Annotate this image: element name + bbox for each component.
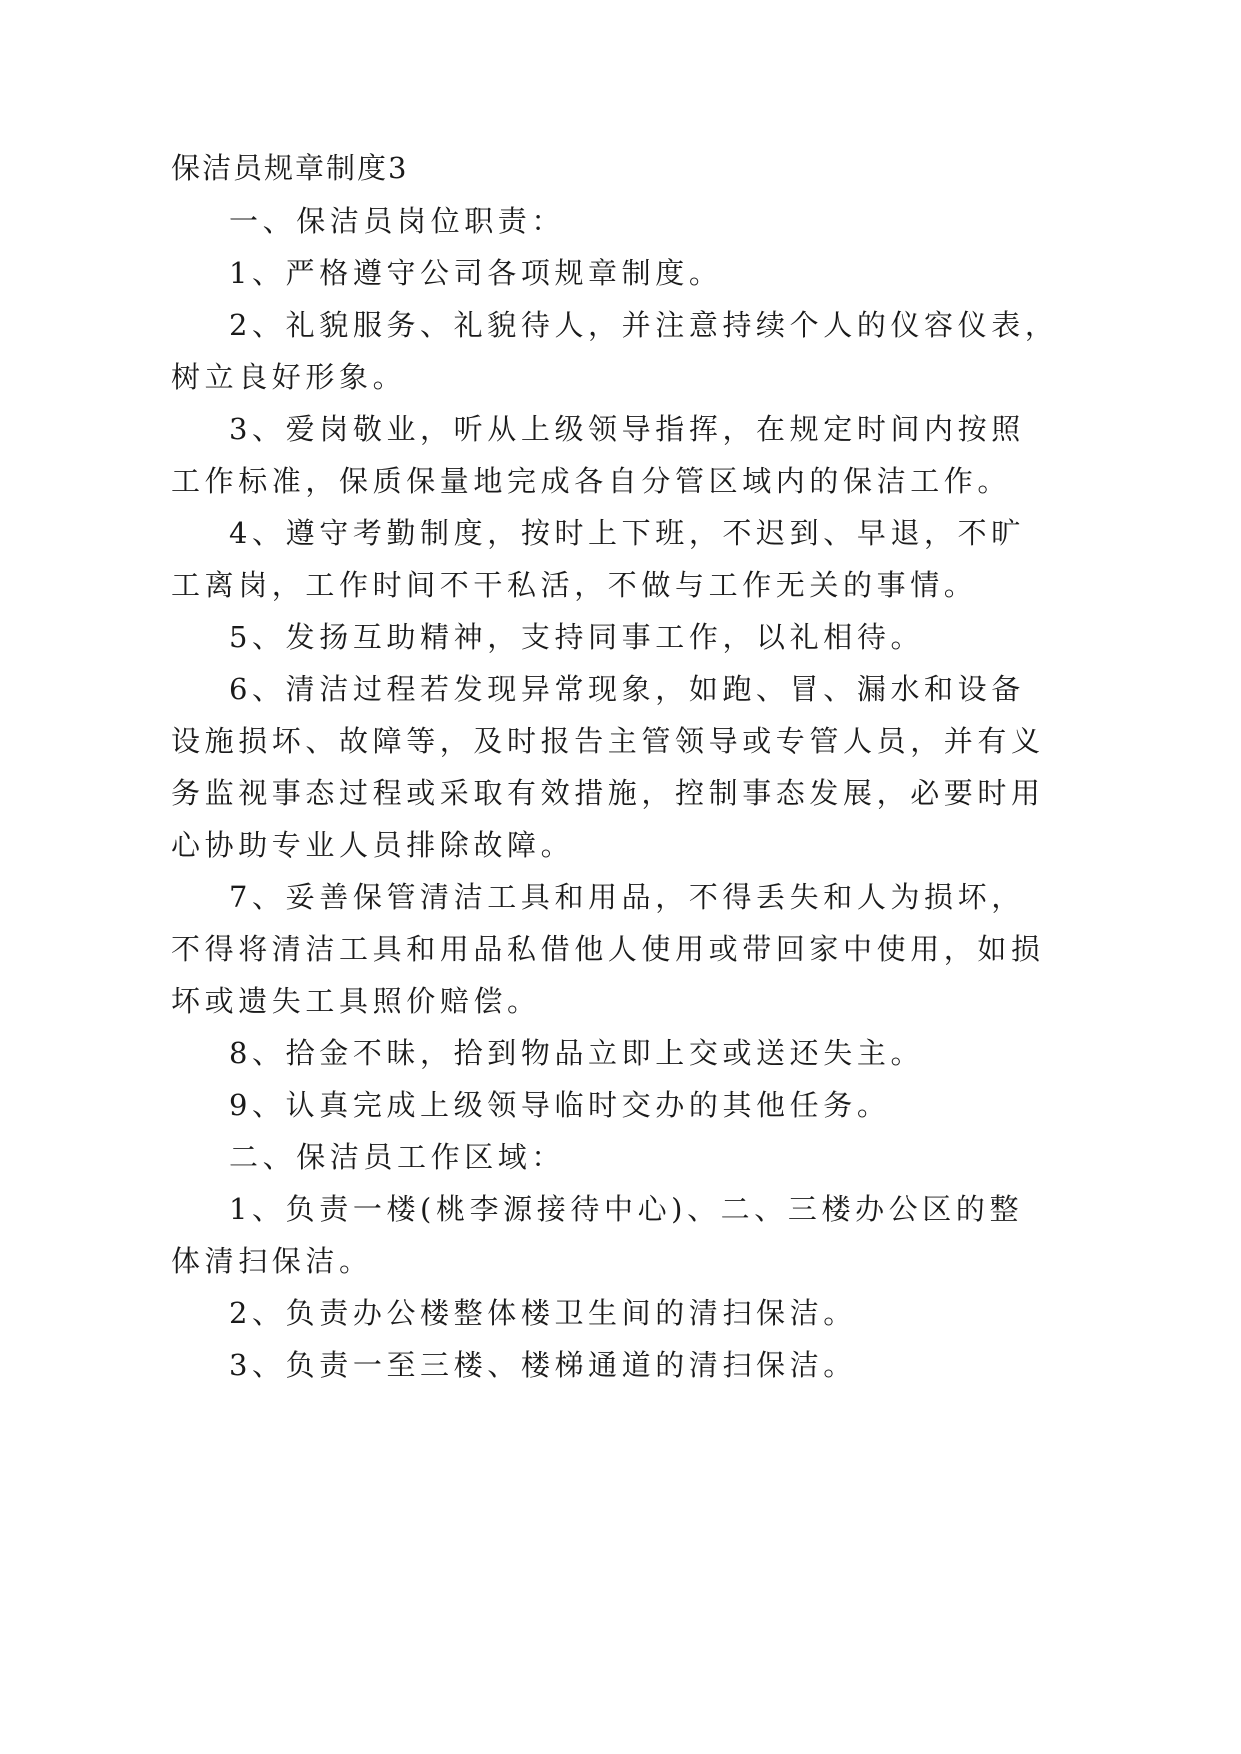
duty-item-3-line-1: 3、爱岗敬业，听从上级领导指挥，在规定时间内按照	[229, 412, 1025, 446]
duty-item-5: 5、发扬互助精神，支持同事工作，以礼相待。	[229, 620, 925, 654]
area-item-1-line-2: 体清扫保洁。	[171, 1244, 373, 1278]
section-heading-areas: 二、保洁员工作区域：	[229, 1140, 566, 1174]
duty-item-2-line-1: 2、礼貌服务、礼貌待人，并注意持续个人的仪容仪表，	[229, 308, 1059, 342]
duty-item-7-line-2: 不得将清洁工具和用品私借他人使用或带回家中使用，如损	[171, 932, 1045, 966]
duty-item-4-line-1: 4、遵守考勤制度，按时上下班，不迟到、早退，不旷	[229, 516, 1025, 550]
duty-item-6-line-3: 务监视事态过程或采取有效措施，控制事态发展，必要时用	[171, 776, 1045, 810]
duty-item-9: 9、认真完成上级领导临时交办的其他任务。	[229, 1088, 891, 1122]
duty-item-7-line-1: 7、妥善保管清洁工具和用品，不得丢失和人为损坏，	[229, 880, 1025, 914]
section-heading-duties: 一、保洁员岗位职责：	[229, 204, 566, 238]
duty-item-4-line-2: 工离岗，工作时间不干私活，不做与工作无关的事情。	[171, 568, 978, 602]
area-item-1-line-1: 1、负责一楼(桃李源接待中心)、二、三楼办公区的整	[229, 1192, 1024, 1226]
area-item-2: 2、负责办公楼整体楼卫生间的清扫保洁。	[229, 1296, 857, 1330]
duty-item-6-line-1: 6、清洁过程若发现异常现象，如跑、冒、漏水和设备	[229, 672, 1025, 706]
duty-item-6-line-4: 心协助专业人员排除故障。	[171, 828, 575, 862]
duty-item-7-line-3: 坏或遗失工具照价赔偿。	[171, 984, 541, 1018]
duty-item-2-line-2: 树立良好形象。	[171, 360, 407, 394]
duty-item-3-line-2: 工作标准，保质保量地完成各自分管区域内的保洁工作。	[171, 464, 1012, 498]
document-title: 保洁员规章制度3	[171, 151, 409, 185]
duty-item-6-line-2: 设施损坏、故障等，及时报告主管领导或专管人员，并有义	[171, 724, 1045, 758]
duty-item-8: 8、拾金不昧，拾到物品立即上交或送还失主。	[229, 1036, 925, 1070]
area-item-3: 3、负责一至三楼、楼梯通道的清扫保洁。	[229, 1348, 857, 1382]
duty-item-1: 1、严格遵守公司各项规章制度。	[229, 256, 723, 290]
